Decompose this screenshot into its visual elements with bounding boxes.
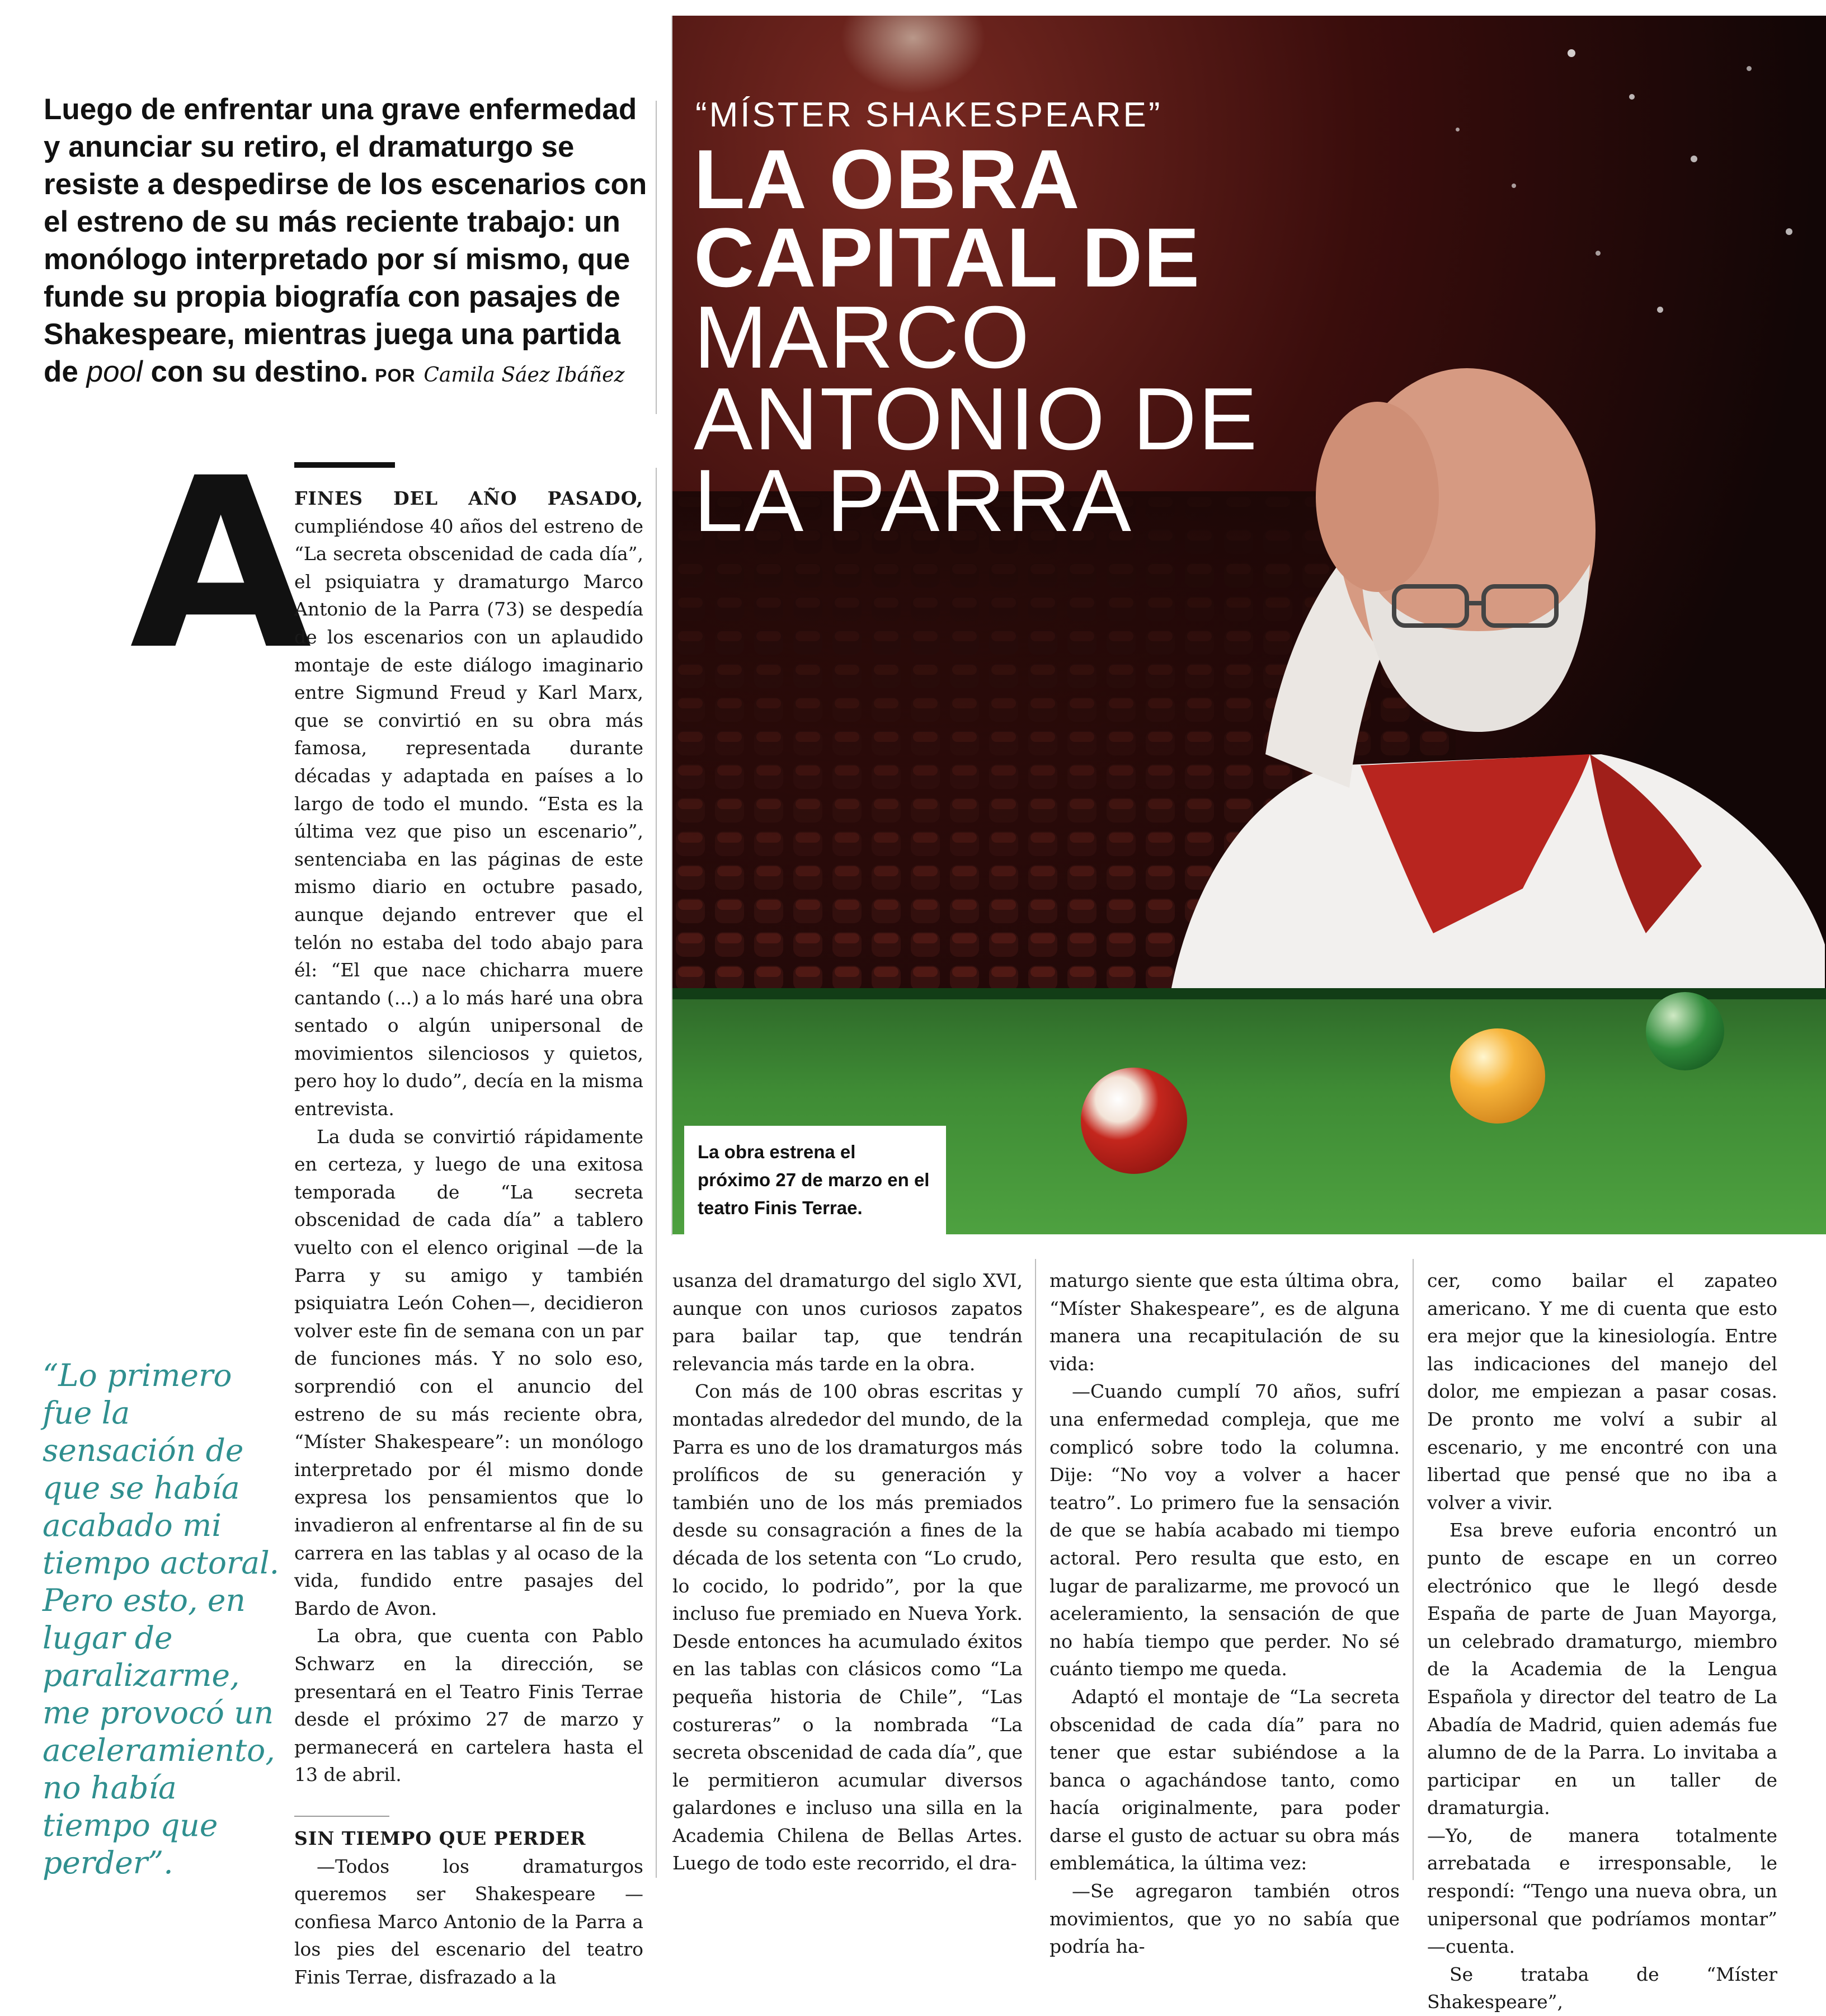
body-column-2	[672, 1267, 1023, 1877]
drop-cap: A	[130, 428, 312, 702]
col3-p2: —Cuando cumplí 70 años, sufrí una enfermedad compleja, que me complicó sobre todo la columna. Dije: “No voy a volver a hacer teatro”. Lo primero fue la sensación de que se había acabado mi tiempo actoral. Pero resulta que esto, en lugar de paralizarme, me provocó un aceleramiento, la sensación de que no había tiempo que perder. No sé cuánto tiempo me queda.	[1050, 1380, 1400, 1680]
article-title	[694, 132, 1259, 550]
article-lede	[44, 91, 653, 394]
lede-tail: con su destino.	[150, 355, 369, 388]
col2-p2: Con más de 100 obras escritas y montadas alrededor del mundo, de la Parra es uno de los dramaturgos más prolíficos de su generación y también uno de los más premiados desde su consagración a fines de la década de los setenta con “Lo crudo, lo cocido, lo podrido”, por la que incluso fue premiado en Nueva York. Desde entonces ha acumulado éxitos en las tablas con clásicos como “La pequeña historia de Chile”, “Las costureras” o la nombrada “La secreta obscenidad de cada día”, que le permitieron acumular diversos galardones e incluso una silla en la Academia Chilena de Bellas Artes. Luego de todo este recorrido, el dra-	[672, 1380, 1023, 1874]
column-rule	[656, 468, 657, 1878]
subhead-rule	[294, 1816, 389, 1817]
pool-ball-red	[1081, 1068, 1187, 1174]
title-line-3: MARCO	[694, 288, 1032, 387]
col4-p4: Se trataba de “Míster Shakespeare”,	[1427, 1963, 1777, 2013]
column-rule	[671, 16, 672, 1235]
title-line-5: LA PARRA	[694, 452, 1133, 550]
article-kicker: “MÍSTER SHAKESPEARE”	[695, 96, 1163, 134]
photo-caption: La obra estrena el próximo 27 de marzo en el teatro Finis Terrae.	[684, 1126, 946, 1234]
lede-italic-word: pool	[86, 355, 143, 388]
byline-label: POR	[375, 365, 416, 386]
column-rule	[656, 101, 657, 414]
title-line-4: ANTONIO DE	[694, 370, 1259, 468]
body-column-4	[1427, 1267, 1777, 2016]
pool-ball-green	[1646, 992, 1724, 1070]
col2-p1: usanza del dramaturgo del siglo XVI, aunque con unos curiosos zapatos para bailar tap, que tendrán relevancia más tarde en la obra.	[672, 1270, 1023, 1375]
col3-p3: Adaptó el montaje de “La secreta obscenidad de cada día” para no tener que estar subiéndose a la banca o agachándose tanto, como hacía originalmente, para poder darse el gusto de actuar su obra más emblemática, la última vez:	[1050, 1685, 1400, 1874]
col1-p1: cumpliéndose 40 años del estreno de “La secreta obscenidad de cada día”, el psiquiatra y dramaturgo Marco Antonio de la Parra (73) se despedía de los escenarios con un aplaudido montaje de este diálogo imaginario entre Sigmund Freud y Karl Marx, que se convirtió en su obra más famosa, representada durante décadas y adaptada en países a lo largo de todo el mundo. “Esta es la última vez que piso un escenario”, sentenciaba en las páginas de este mismo diario en octubre pasado, aunque dejando entrever que el telón no estaba del todo abajo para él: “El que nace chicharra muere cantando (...) a lo más haré una obra sentado o algún unipersonal de movimientos silenciosos y quietos, pero hoy lo dudo”, decía en la misma entrevista.	[294, 515, 643, 1120]
title-line-2: CAPITAL DE	[694, 210, 1201, 304]
title-line-1: LA OBRA	[694, 132, 1081, 226]
col4-p3: —Yo, de manera totalmente arrebatada e irresponsable, le respondí: “Tengo una nueva obra, un unipersonal que podríamos montar” —cuenta.	[1427, 1824, 1777, 1958]
body-column-3	[1050, 1267, 1400, 1961]
col4-p1: cer, como bailar el zapateo americano. Y me di cuenta que esto era mejor que la kinesiología. Entre las indicaciones del manejo del dolor, me empiezan a pasar cosas. De pronto me volví a subir al escenario, y me encontré con una libertad que pensé que no iba a volver a vivir.	[1427, 1270, 1777, 1514]
column-rule	[1035, 1259, 1036, 1880]
col3-p1: maturgo siente que esta última obra, “Míster Shakespeare”, es de alguna manera una recapitulación de su vida:	[1050, 1270, 1400, 1375]
col1-p2: La duda se convirtió rápidamente en certeza, y luego de una exitosa temporada de “La secreta obscenidad de cada día” a tablero vuelto con el elenco original —de la Parra y su amigo y también psiquiatra León Cohen—, decidieron volver este fin de semana con un par de funciones más. Y no solo eso, sorprendió con el anuncio del estreno de su más reciente obra, “Míster Shakespeare”: un monólogo interpretado por él mismo donde expresa los pensamientos que lo invadieron al enfrentarse al fin de su carrera en las tablas y al ocaso de la vida, fundido entre pasajes del Bardo de Avon.	[294, 1125, 643, 1619]
col4-p2: Esa breve euforia encontró un punto de escape en un correo electrónico que le llegó desde España de parte de Juan Mayorga, un celebrado dramaturgo, miembro de la Academia de la Lengua Española y director del teatro de La Abadía de Madrid, quien además fue alumno de de la Parra. Lo invitaba a participar en un taller de dramaturgia.	[1427, 1519, 1777, 1819]
col1-p3: La obra, que cuenta con Pablo Schwarz en la dirección, se presentará en el Teatro Finis Terrae desde el próximo 27 de marzo y permanecerá en cartelera hasta el 13 de abril.	[294, 1625, 643, 1786]
pull-quote: “Lo primero fue la sensación de que se había acabado mi tiempo actoral. Pero esto, en lugar de paralizarme, me provocó un aceleramiento, no había tiempo que perder”.	[43, 1357, 280, 1881]
column-rule	[1413, 1259, 1414, 1880]
byline-author: Camila Sáez Ibáñez	[423, 364, 625, 387]
lede-text: Luego de enfrentar una grave enfermedad y anunciar su retiro, el dramaturgo se resiste a despedirse de los escenarios con el estreno de su más reciente trabajo: un monólogo interpretado por sí mismo, que funde su propia biografía con pasajes de Shakespeare, mientras juega una partida de	[44, 93, 647, 388]
lead-in: FINES DEL AÑO PASADO,	[294, 487, 643, 509]
pool-ball-orange	[1450, 1028, 1545, 1124]
subhead: SIN TIEMPO QUE PERDER	[294, 1827, 586, 1849]
body-column-1	[294, 485, 643, 1991]
col3-p4: —Se agregaron también otros movimientos, que yo no sabía que podría ha-	[1050, 1880, 1400, 1958]
col1-p4: —Todos los dramaturgos queremos ser Shakespeare —confiesa Marco Antonio de la Parra a los pies del escenario del teatro Finis Terrae, disfrazado a la	[294, 1855, 643, 1988]
